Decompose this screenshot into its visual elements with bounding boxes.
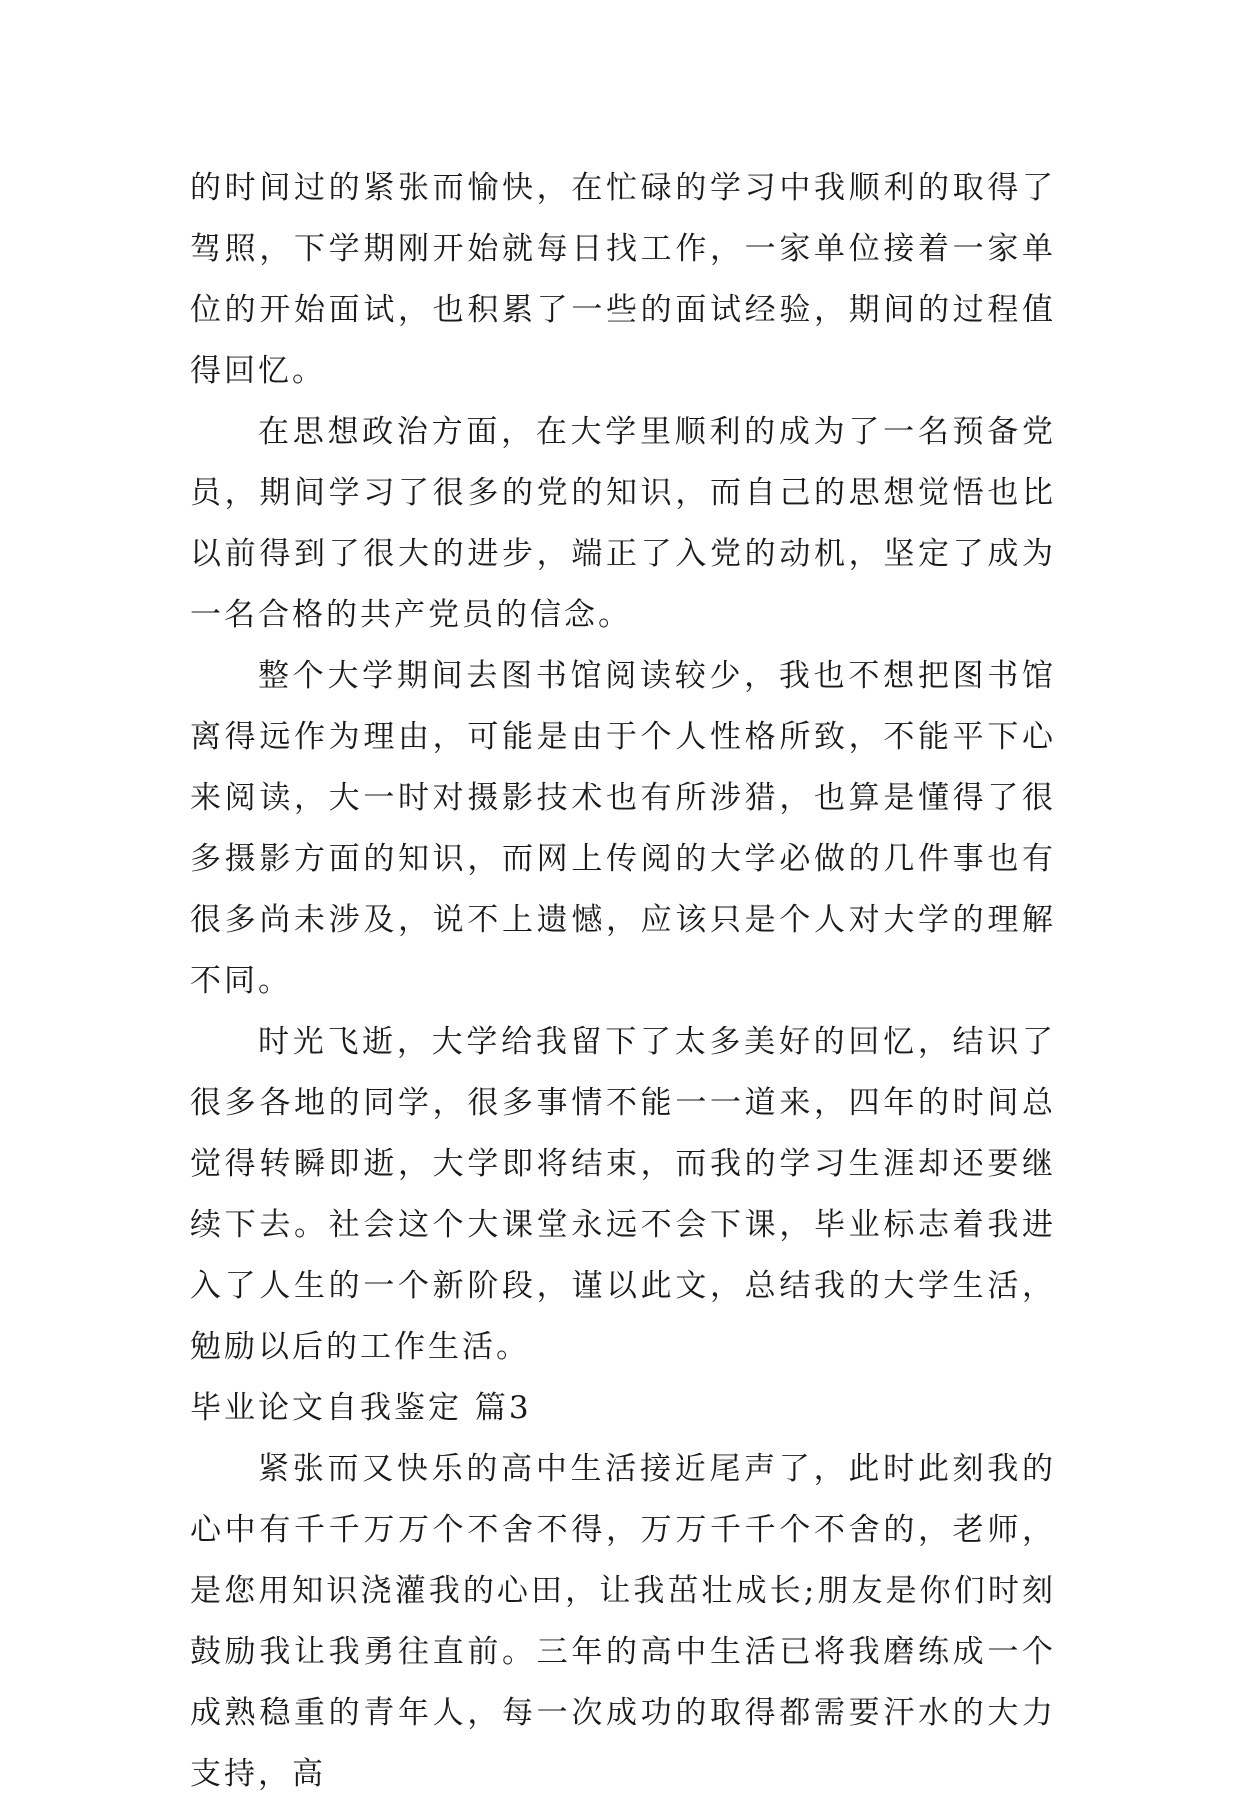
paragraph-time-flies: 时光飞逝，大学给我留下了太多美好的回忆，结识了很多各地的同学，很多事情不能一一道来，四年的时间总觉得转瞬即逝，大学即将结束，而我的学习生涯却还要继续下去。社会这个大课堂永远不会下课，毕业标志着我进入了人生的一个新阶段，谨以此文，总结我的大学生活，勉励以后的工作生活。 [190,1024,1056,1365]
paragraph-library-reading: 整个大学期间去图书馆阅读较少，我也不想把图书馆离得远作为理由，可能是由于个人性格所致，不能平下心来阅读，大一时对摄影技术也有所涉猎，也算是懂得了很多摄影方面的知识，而网上传阅的大学必做的几件事也有很多尚未涉及，说不上遗憾，应该只是个人对大学的理解不同。 [190,658,1056,999]
section-heading: 毕业论文自我鉴定 篇3 [190,1390,532,1426]
paragraph-high-school-life: 紧张而又快乐的高中生活接近尾声了，此时此刻我的心中有千千万万个不舍不得，万万千千个不舍的，老师，是您用知识浇灌我的心田，让我茁壮成长;朋友是你们时刻鼓励我让我勇往直前。三年的高中生活已将我磨练成一个成熟稳重的青年人，每一次成功的取得都需要汗水的大力支持，高 [190,1451,1056,1792]
paragraph-driving-license-job-hunting: 的时间过的紧张而愉快，在忙碌的学习中我顺利的取得了驾照，下学期刚开始就每日找工作，一家单位接着一家单位的开始面试，也积累了一些的面试经验，期间的过程值得回忆。 [190,170,1056,389]
paragraph-political-thought: 在思想政治方面，在大学里顺利的成为了一名预备党员，期间学习了很多的党的知识，而自己的思想觉悟也比以前得到了很大的进步，端正了入党的动机，坚定了成为一名合格的共产党员的信念。 [190,414,1056,633]
document-page [190,158,1056,1805]
